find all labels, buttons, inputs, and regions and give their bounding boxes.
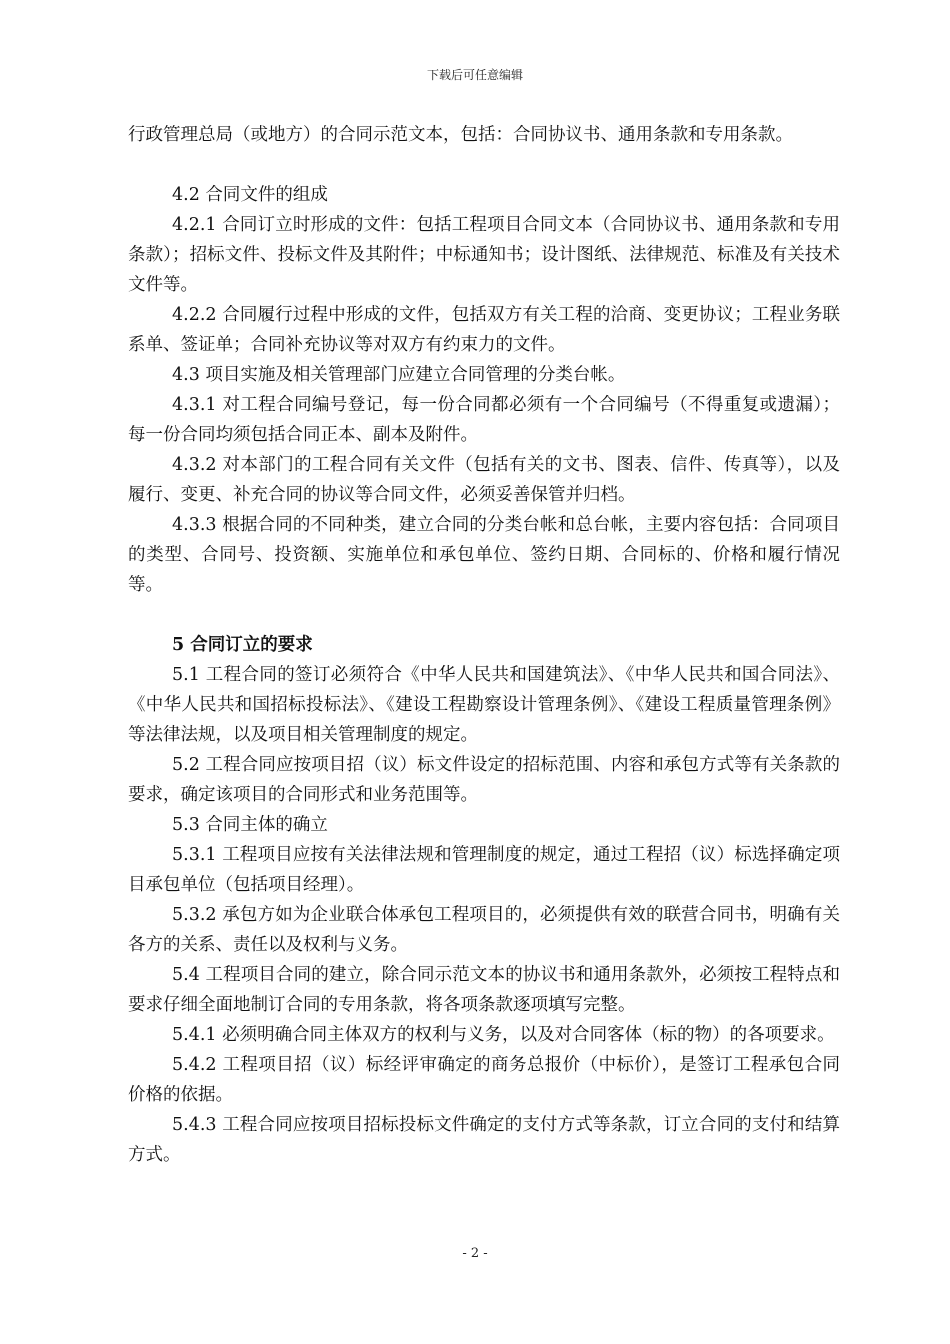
section-heading-5: 5 合同订立的要求	[172, 635, 313, 655]
paragraph-5-4-1: 5.4.1 必须明确合同主体双方的权利与义务，以及对合同客体（标的物）的各项要求。	[172, 1025, 835, 1045]
paragraph-5-3-2: 5.3.2 承包方如为企业联合体承包工程项目的，必须提供有效的联营合同书，明确有关各方的关系、责任以及权利与义务。	[128, 905, 840, 955]
page-number: - 2 -	[462, 1246, 488, 1261]
paragraph-5-2: 5.2 工程合同应按项目招（议）标文件设定的招标范围、内容和承包方式等有关条款的要求，确定该项目的合同形式和业务范围等。	[128, 755, 840, 805]
document-body	[128, 120, 840, 1170]
paragraph-5-4: 5.4 工程项目合同的建立，除合同示范文本的协议书和通用条款外，必须按工程特点和要求仔细全面地制订合同的专用条款，将各项条款逐项填写完整。	[128, 965, 840, 1015]
paragraph-5-4-3: 5.4.3 工程合同应按项目招标投标文件确定的支付方式等条款，订立合同的支付和结算方式。	[128, 1115, 840, 1165]
section-heading-5-3: 5.3 合同主体的确立	[172, 815, 328, 835]
paragraph-4-2-1: 4.2.1 合同订立时形成的文件：包括工程项目合同文本（合同协议书、通用条款和专用条款）；招标文件、投标文件及其附件；中标通知书；设计图纸、法律规范、标准及有关技术文件等。	[128, 215, 840, 295]
paragraph-continuation: 行政管理总局（或地方）的合同示范文本，包括：合同协议书、通用条款和专用条款。	[128, 125, 793, 145]
paragraph-4-2-2: 4.2.2 合同履行过程中形成的文件，包括双方有关工程的洽商、变更协议；工程业务联系单、签证单；合同补充协议等对双方有约束力的文件。	[128, 305, 840, 355]
paragraph-5-4-2: 5.4.2 工程项目招（议）标经评审确定的商务总报价（中标价），是签订工程承包合同价格的依据。	[128, 1055, 840, 1105]
section-heading-4-2: 4.2 合同文件的组成	[172, 185, 328, 205]
paragraph-4-3-3: 4.3.3 根据合同的不同种类，建立合同的分类台帐和总台帐，主要内容包括：合同项目的类型、合同号、投资额、实施单位和承包单位、签约日期、合同标的、价格和履行情况等。	[128, 515, 840, 595]
paragraph-4-3-2: 4.3.2 对本部门的工程合同有关文件（包括有关的文书、图表、信件、传真等），以及履行、变更、补充合同的协议等合同文件，必须妥善保管并归档。	[128, 455, 840, 505]
paragraph-4-3-1: 4.3.1 对工程合同编号登记，每一份合同都必须有一个合同编号（不得重复或遗漏）；每一份合同均须包括合同正本、副本及附件。	[128, 395, 840, 445]
page-header: 下载后可任意编辑	[426, 68, 523, 82]
paragraph-5-3-1: 5.3.1 工程项目应按有关法律法规和管理制度的规定，通过工程招（议）标选择确定项目承包单位（包括项目经理）。	[128, 845, 840, 895]
paragraph-5-1: 5.1 工程合同的签订必须符合《中华人民共和国建筑法》、《中华人民共和国合同法》、《中华人民共和国招标投标法》、《建设工程勘察设计管理条例》、《建设工程质量管理条例》等法律法规，以及项目相关管理制度的规定。	[128, 665, 840, 745]
paragraph-4-3: 4.3 项目实施及相关管理部门应建立合同管理的分类台帐。	[172, 365, 626, 385]
